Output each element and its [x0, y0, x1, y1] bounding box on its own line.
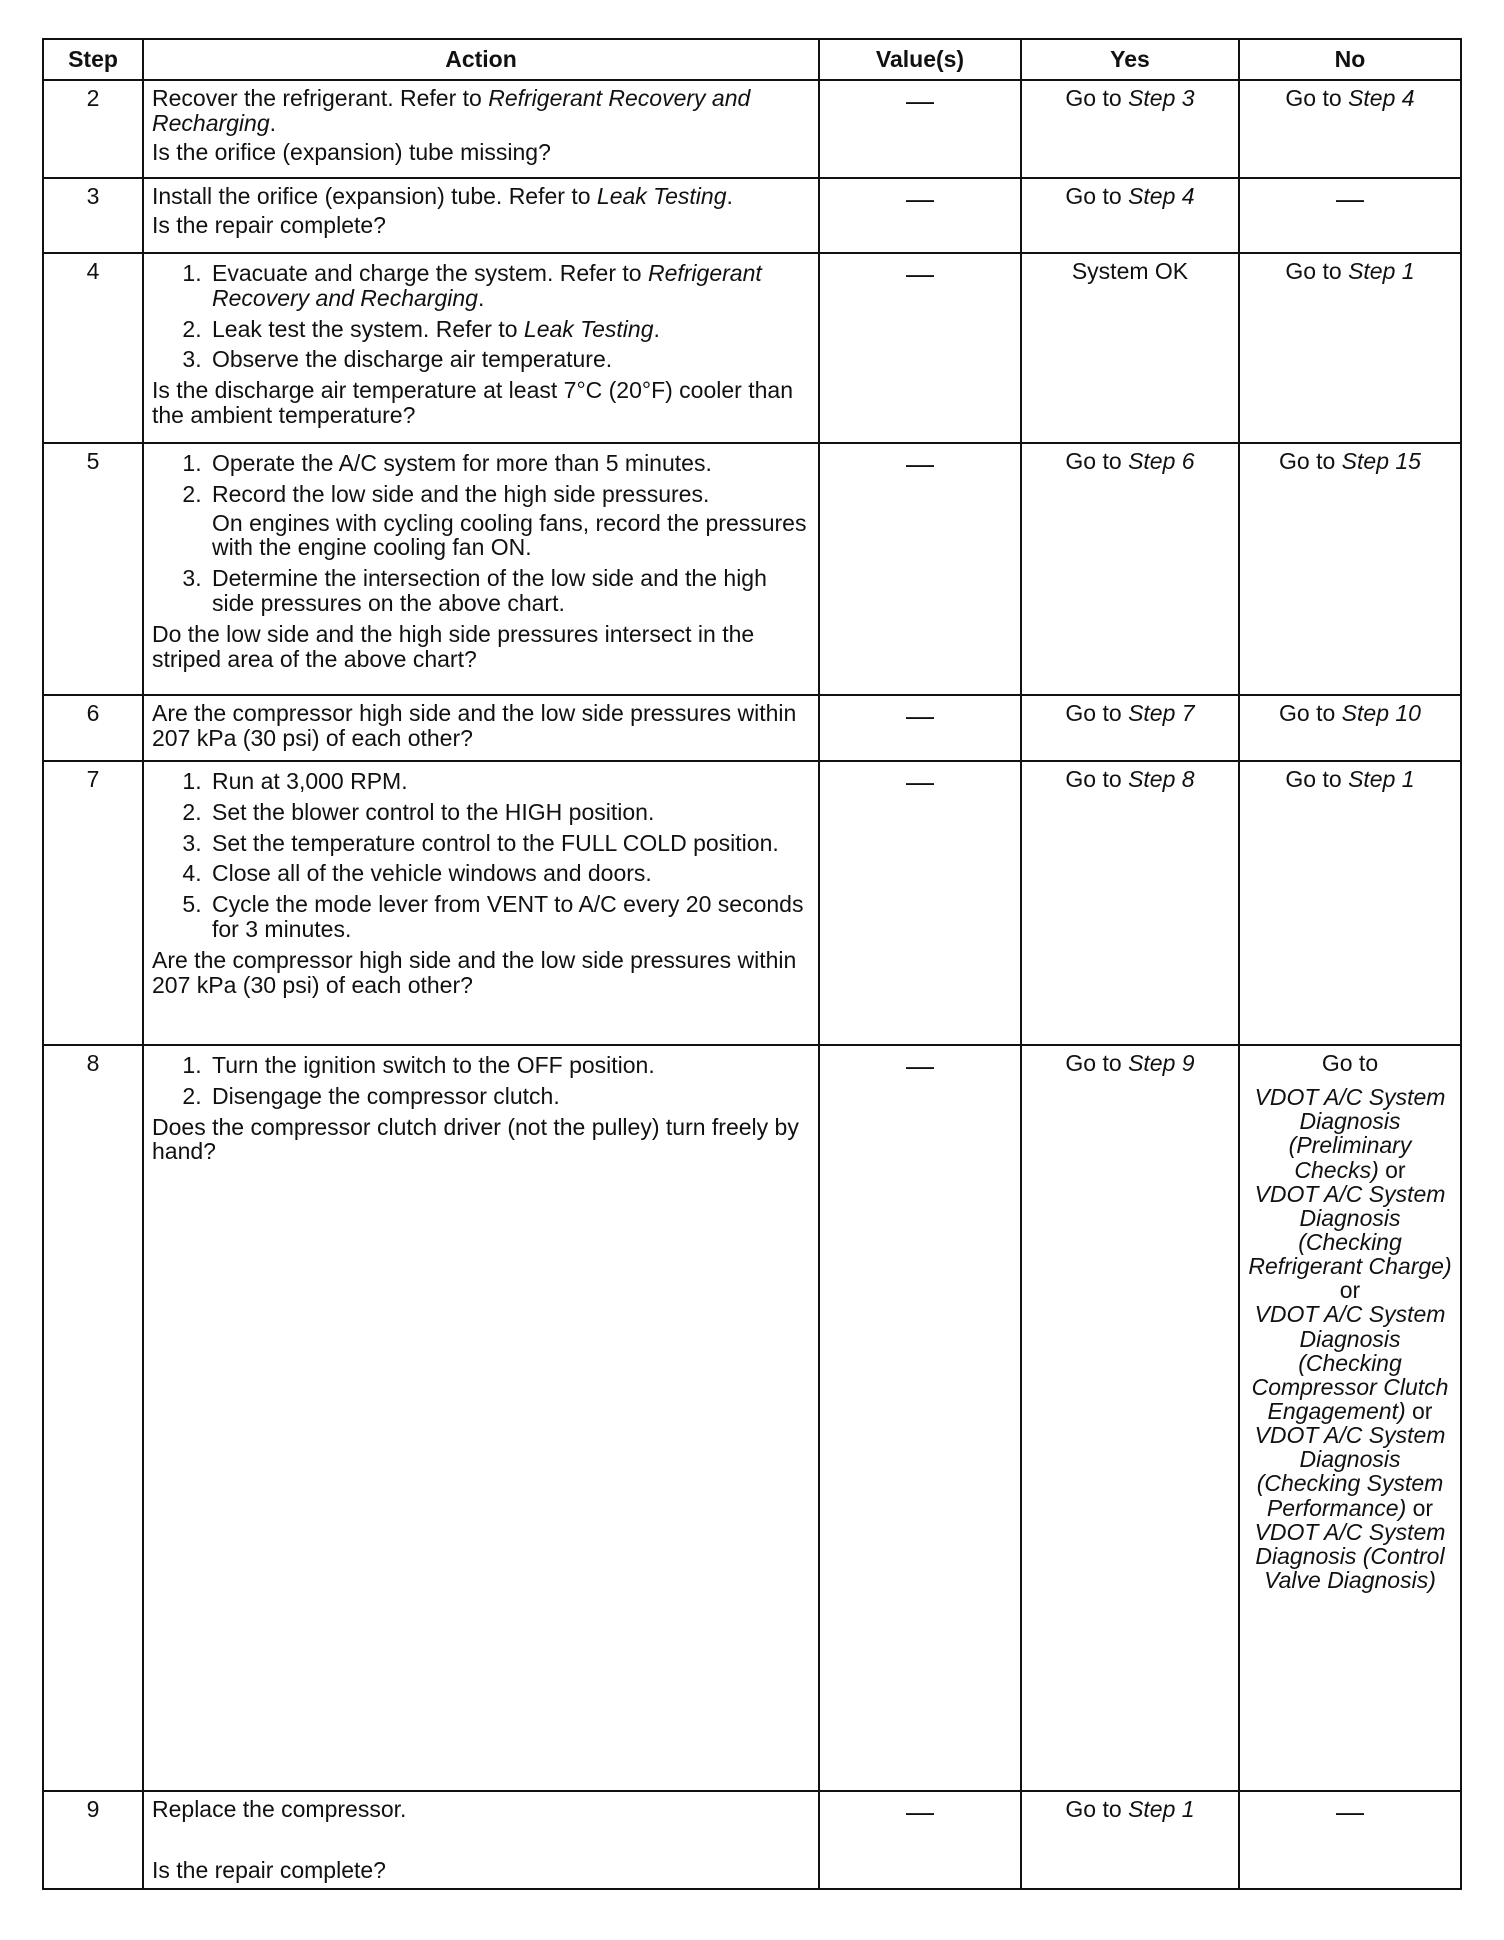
action-cell	[143, 1045, 819, 1791]
list-item: 2. Disengage the compressor clutch.	[208, 1084, 810, 1109]
step-number: 4	[43, 253, 143, 443]
value-cell: —	[819, 695, 1021, 761]
value-cell: —	[819, 80, 1021, 178]
table-row	[43, 1791, 1461, 1889]
question-text: Are the compressor high side and the low side pressures within 207 kPa (30 psi) of each other?	[152, 700, 797, 751]
step-reference: Step 4	[1348, 85, 1415, 111]
table-row	[43, 1045, 1461, 1791]
table-row	[43, 253, 1461, 443]
no-reference: VDOT A/C System Diagnosis (Checking Compressor Clutch Engagement) or	[1251, 1301, 1449, 1424]
question-text: Are the compressor high side and the low side pressures within 207 kPa (30 psi) of each other?	[152, 946, 797, 998]
yes-cell: System OK	[1021, 253, 1239, 443]
step-number: 3	[43, 178, 143, 253]
question-text: Do the low side and the high side pressures intersect in the striped area of the above chart?	[152, 620, 755, 672]
list-item: 1. Run at 3,000 RPM.	[208, 769, 810, 794]
step-number: 8	[43, 1045, 143, 1791]
action-text: Replace the compressor.	[152, 1796, 407, 1822]
list-item: 5. Cycle the mode lever from VENT to A/C every 20 seconds for 3 minutes.	[208, 892, 810, 942]
step-reference: Step 7	[1128, 700, 1195, 726]
value-cell: —	[819, 761, 1021, 1045]
list-item: 3. Observe the discharge air temperature.	[208, 347, 810, 372]
yes-cell: Go to Step 1	[1021, 1791, 1239, 1889]
no-cell: Go to Step 1	[1239, 253, 1461, 443]
value-cell: —	[819, 443, 1021, 695]
list-item: 3. Determine the intersection of the low side and the high side pressures on the above chart.	[208, 566, 810, 616]
step-number: 9	[43, 1791, 143, 1889]
table-row	[43, 80, 1461, 178]
list-item: 3. Set the temperature control to the FULL COLD position.	[208, 831, 810, 856]
question-text: Is the repair complete?	[152, 211, 386, 238]
table-row	[43, 695, 1461, 761]
header-values: Value(s)	[819, 39, 1021, 80]
question-text: Is the repair complete?	[152, 1856, 386, 1883]
list-item: 2. Record the low side and the high side pressures. On engines with cycling cooling fans, record the pressures with the engine cooling fan ON.	[208, 482, 810, 560]
no-cell: —	[1239, 178, 1461, 253]
no-go-to: Go to	[1321, 1050, 1379, 1076]
step-reference: Step 1	[1128, 1796, 1195, 1822]
step-number: 7	[43, 761, 143, 1045]
action-cell	[143, 178, 819, 253]
no-cell: Go to Step 1	[1239, 761, 1461, 1045]
yes-cell: Go to Step 6	[1021, 443, 1239, 695]
step-reference: Step 15	[1341, 448, 1421, 474]
diagnostic-table	[42, 38, 1462, 1890]
action-cell	[143, 253, 819, 443]
no-cell: Go to Step 4	[1239, 80, 1461, 178]
doc-reference: Leak Testing	[523, 315, 654, 342]
no-reference: VDOT A/C System Diagnosis (Control Valve Diagnosis)	[1254, 1518, 1446, 1593]
doc-reference: Refrigerant Recovery and Recharging	[152, 85, 751, 136]
doc-reference: Refrigerant Recovery and Recharging	[212, 260, 762, 311]
step-number: 6	[43, 695, 143, 761]
action-cell	[143, 443, 819, 695]
question-text: Is the discharge air temperature at least 7°C (20°F) cooler than the ambient temperature?	[152, 377, 793, 429]
doc-reference: Leak Testing	[596, 183, 727, 209]
yes-cell: Go to Step 8	[1021, 761, 1239, 1045]
no-cell	[1239, 1045, 1461, 1791]
no-cell: —	[1239, 1791, 1461, 1889]
table-row	[43, 178, 1461, 253]
action-cell	[143, 1791, 819, 1889]
list-item: 2. Leak test the system. Refer to Leak Testing.	[208, 317, 810, 342]
list-item: 4. Close all of the vehicle windows and doors.	[208, 861, 810, 886]
yes-cell: Go to Step 3	[1021, 80, 1239, 178]
list-item: 1. Evacuate and charge the system. Refer to Refrigerant Recovery and Recharging.	[208, 261, 810, 311]
yes-cell: Go to Step 9	[1021, 1045, 1239, 1791]
header-action: Action	[143, 39, 819, 80]
value-cell: —	[819, 1791, 1021, 1889]
no-cell: Go to Step 10	[1239, 695, 1461, 761]
action-text: Install the orifice (expansion) tube. Refer to Leak Testing.	[152, 183, 733, 209]
list-item: 1. Turn the ignition switch to the OFF position.	[208, 1053, 810, 1078]
step-number: 2	[43, 80, 143, 178]
action-list	[152, 1053, 810, 1109]
action-cell	[143, 695, 819, 761]
question-text: Does the compressor clutch driver (not the pulley) turn freely by hand?	[152, 1113, 799, 1165]
yes-cell: Go to Step 7	[1021, 695, 1239, 761]
step-reference: Step 3	[1128, 85, 1195, 111]
list-item-note: On engines with cycling cooling fans, record the pressures with the engine cooling fan ON.	[212, 509, 807, 561]
question-text: Is the orifice (expansion) tube missing?	[152, 138, 551, 165]
yes-cell: Go to Step 4	[1021, 178, 1239, 253]
step-reference: Step 1	[1348, 766, 1415, 792]
table-row	[43, 443, 1461, 695]
step-reference: Step 8	[1128, 766, 1195, 792]
no-reference: VDOT A/C System Diagnosis (Preliminary Checks) or	[1254, 1084, 1446, 1183]
value-cell: —	[819, 178, 1021, 253]
action-cell	[143, 761, 819, 1045]
value-cell: —	[819, 253, 1021, 443]
step-reference: Step 1	[1348, 258, 1415, 284]
action-text: Recover the refrigerant. Refer to Refrigerant Recovery and Recharging.	[152, 85, 751, 136]
step-reference: Step 4	[1128, 183, 1195, 209]
no-cell: Go to Step 15	[1239, 443, 1461, 695]
header-step: Step	[43, 39, 143, 80]
step-reference: Step 9	[1128, 1050, 1195, 1076]
value-cell: —	[819, 1045, 1021, 1791]
no-reference: VDOT A/C System Diagnosis (Checking Refrigerant Charge) or	[1248, 1180, 1452, 1304]
table-row	[43, 761, 1461, 1045]
list-item: 1. Operate the A/C system for more than 5 minutes.	[208, 451, 810, 476]
header-yes: Yes	[1021, 39, 1239, 80]
header-no: No	[1239, 39, 1461, 80]
no-reference: VDOT A/C System Diagnosis (Checking System Performance) or	[1254, 1422, 1446, 1521]
step-number: 5	[43, 443, 143, 695]
action-list	[152, 769, 810, 942]
header-row	[43, 39, 1461, 80]
action-list	[152, 451, 810, 616]
step-reference: Step 10	[1341, 700, 1421, 726]
action-cell	[143, 80, 819, 178]
action-list	[152, 261, 810, 372]
list-item: 2. Set the blower control to the HIGH position.	[208, 800, 810, 825]
step-reference: Step 6	[1128, 448, 1195, 474]
